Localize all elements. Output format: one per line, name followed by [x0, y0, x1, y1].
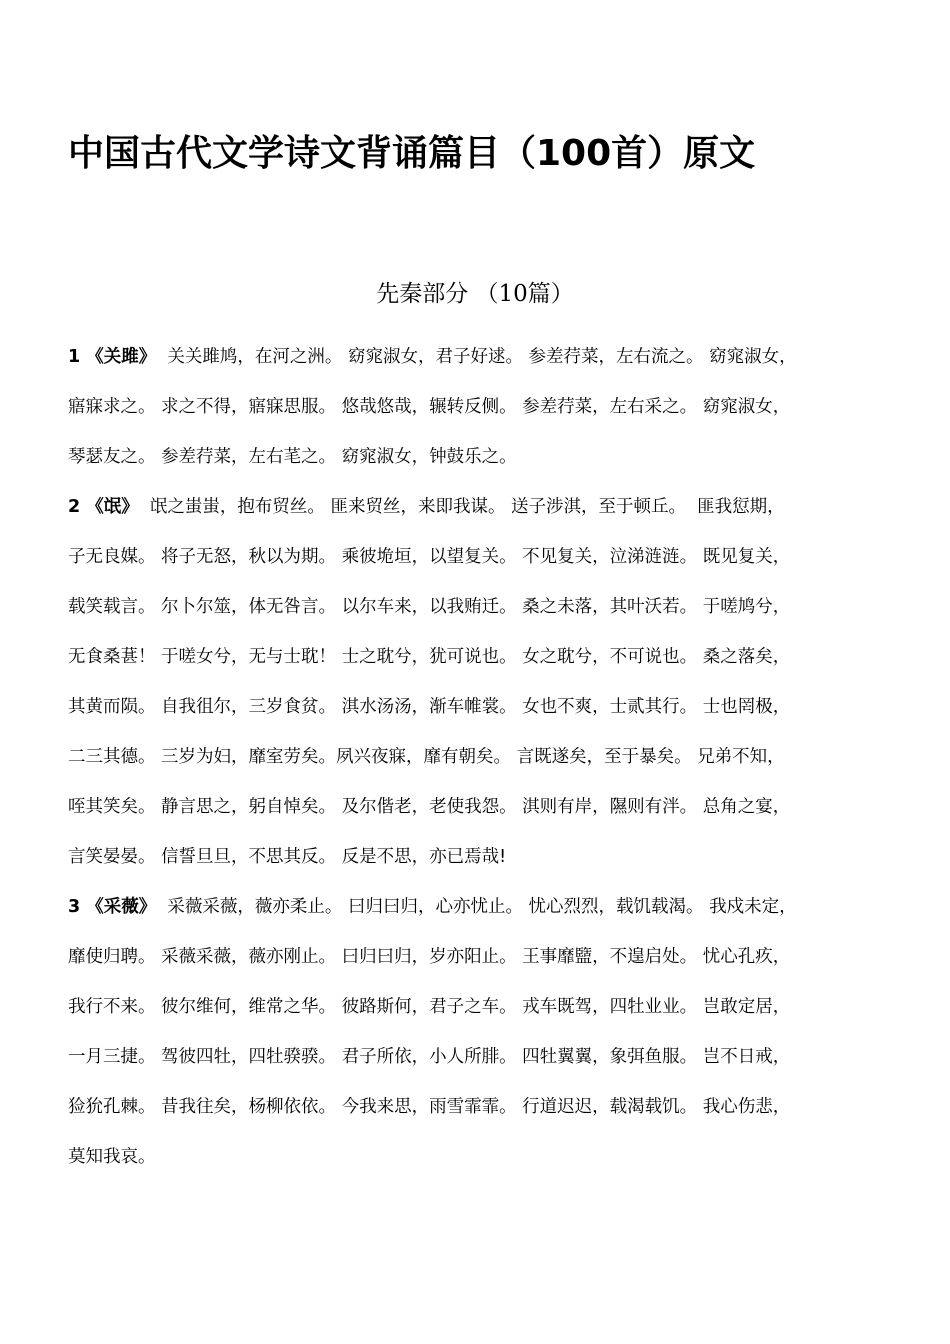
- poem-line: 琴瑟友之。 参差荇菜，左右芼之。 窈窕淑女，钟鼓乐之。: [68, 447, 517, 467]
- poem-line: [68, 488, 868, 538]
- poem-line: 寤寐求之。 求之不得，寤寐思服。 悠哉悠哉，辗转反侧。 参差荇菜，左右采之。 窈窕淑女，: [68, 397, 791, 417]
- poem-line: 猃狁孔棘。 昔我往矣，杨柳依依。 今我来思，雨雪霏霏。 行道迟迟，载渴载饥。 我心伤悲，: [68, 1097, 791, 1117]
- poem-line: [68, 888, 868, 938]
- poem-line: 二三其德。 三岁为妇，靡室劳矣。夙兴夜寐，靡有朝矣。 言既遂矣，至于暴矣。 兄弟不知，: [68, 747, 785, 767]
- poem-guanju: [68, 338, 868, 488]
- poem-line: 我行不来。 彼尔维何，维常之华。 彼路斯何，君子之车。 戎车既驾，四牡业业。 岂敢定居，: [68, 997, 791, 1017]
- poem-line: 言笑晏晏。 信誓旦旦，不思其反。 反是不思，亦已焉哉!: [68, 847, 507, 867]
- poem-line: 子无良媒。 将子无怒，秋以为期。 乘彼垝垣，以望复关。 不见复关，泣涕涟涟。 既见复关，: [68, 547, 791, 567]
- document-title: 中国古代文学诗文背诵篇目（100首）原文: [68, 133, 756, 174]
- poem-line: 莫知我哀。: [68, 1147, 156, 1167]
- poem-line: 载笑载言。 尔卜尔筮，体无咎言。 以尔车来，以我贿迁。 桑之未落，其叶沃若。 于嗟鸠兮，: [68, 597, 791, 617]
- poem-text: 氓之蚩蚩，抱布贸丝。 匪来贸丝，来即我谋。 送子涉淇，至于顿丘。 匪我愆期，: [138, 497, 785, 517]
- poem-heading: 3 《采薇》: [68, 897, 157, 917]
- poem-line: 一月三捷。 驾彼四牡，四牡骙骙。 君子所依，小人所腓。 四牡翼翼，象弭鱼服。 岂不日戒，: [68, 1047, 791, 1067]
- poem-line: 咥其笑矣。 静言思之，躬自悼矣。 及尔偕老，老使我怨。 淇则有岸，隰则有泮。 总角之宴，: [68, 797, 791, 817]
- poem-text: 关关雎鸠，在河之洲。 窈窕淑女，君子好逑。 参差荇菜，左右流之。 窈窕淑女，: [156, 347, 797, 367]
- poem-heading: 2 《氓》: [68, 497, 139, 517]
- poem-line: [68, 338, 868, 388]
- poem-caiwei: [68, 888, 868, 1188]
- poem-line: 无食桑葚！ 于嗟女兮，无与士耽！ 士之耽兮，犹可说也。 女之耽兮，不可说也。 桑之落矣，: [68, 647, 791, 667]
- poem-text: 采薇采薇，薇亦柔止。 曰归曰归，心亦忧止。 忧心烈烈，载饥载渴。 我戍未定，: [156, 897, 797, 917]
- section-heading: 先秦部分 （10篇）: [376, 281, 574, 307]
- poem-meng: [68, 488, 868, 888]
- poem-line: 其黄而陨。 自我徂尔，三岁食贫。 淇水汤汤，渐车帷裳。 女也不爽，士贰其行。 士也罔极，: [68, 697, 791, 717]
- poem-list: [68, 338, 868, 1188]
- poem-heading: 1 《关雎》: [68, 347, 157, 367]
- poem-line: 靡使归聘。 采薇采薇，薇亦刚止。 曰归曰归，岁亦阳止。 王事靡盬，不遑启处。 忧心孔疚，: [68, 947, 791, 967]
